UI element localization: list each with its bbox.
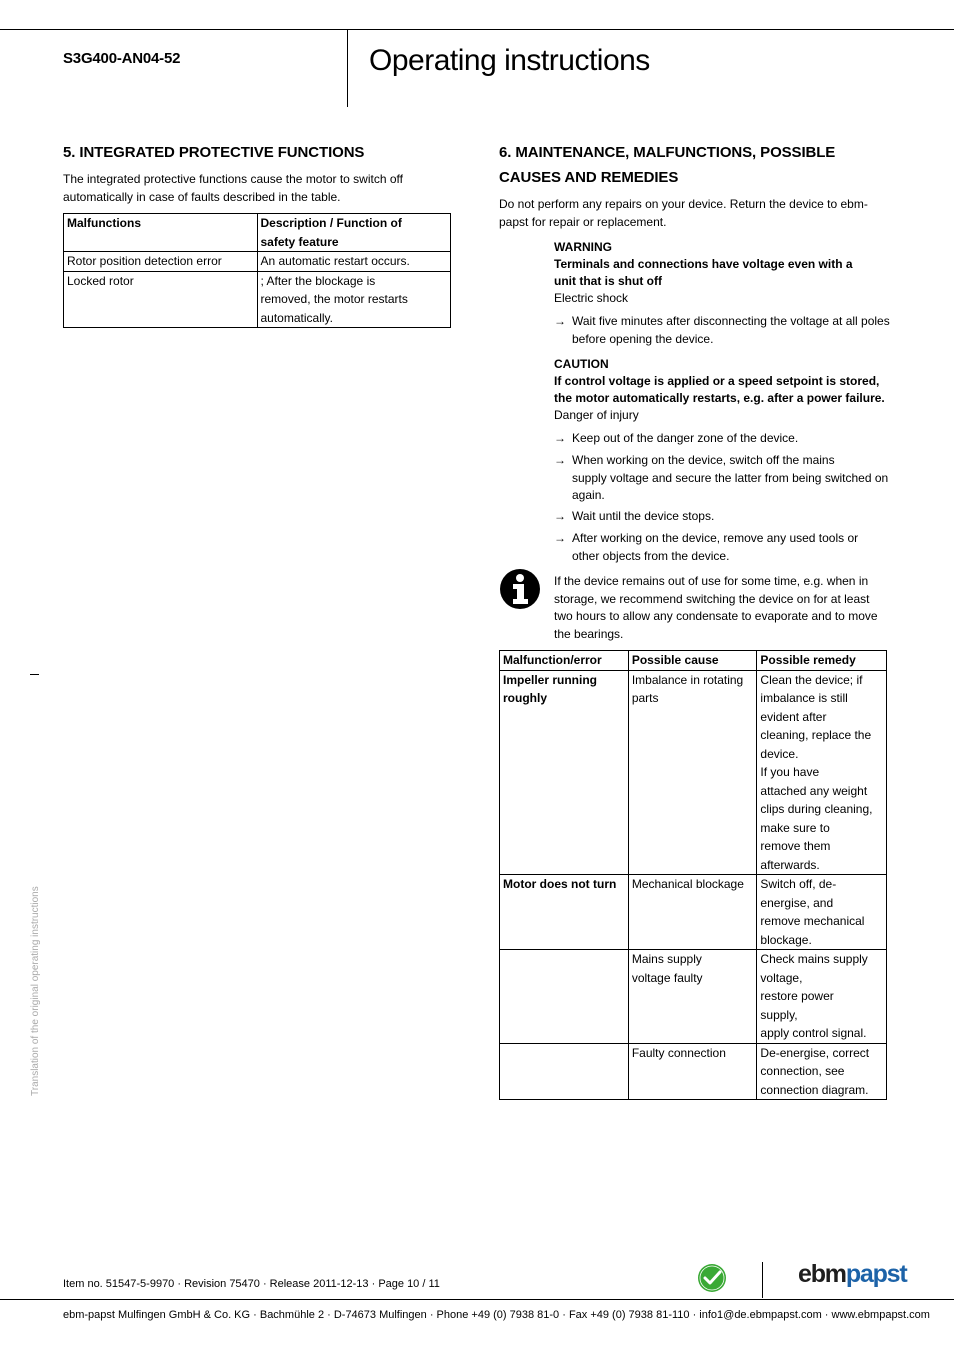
- heading-line: CAUSES AND REMEDIES: [499, 169, 679, 186]
- table-row: [64, 271, 451, 328]
- section6-heading: [499, 140, 835, 190]
- info-icon: [499, 568, 541, 610]
- cell-line: energise, and: [760, 895, 834, 910]
- cause-cell: [628, 670, 757, 875]
- header-line: Description / Function of: [260, 216, 402, 230]
- cause-cell: [628, 950, 757, 1044]
- action-line: Wait five minutes after disconnecting the voltage at all poles: [572, 314, 890, 328]
- caution-text: If control voltage is applied or a speed setpoint is stored,: [554, 374, 880, 388]
- cell-line: Imbalance in rotating: [631, 672, 744, 687]
- cell-line: remove mechanical: [760, 914, 865, 928]
- table-row: [500, 875, 887, 950]
- cell-line: make sure to: [760, 820, 830, 835]
- table-header-row: [64, 214, 451, 252]
- cell-line: supply,: [760, 1007, 798, 1022]
- caution-action: [554, 508, 714, 526]
- company-address: ebm-papst Mulfingen GmbH & Co. KG · Bachmühle 2 · D-74673 Mulfingen · Phone +49 (0) 7938 81-0 · Fax +49 (0) 7938 81-110 · info1@de.ebmpapst.com · www.ebmpapst.com: [63, 1309, 930, 1321]
- caution-block: [554, 356, 885, 424]
- cell-line: automatically.: [260, 310, 333, 325]
- cell-line: parts: [631, 691, 659, 705]
- cell-line: attached any weight: [760, 783, 868, 798]
- cell-line: cleaning, replace the: [760, 728, 872, 742]
- green-tech-logo-icon: [697, 1263, 727, 1293]
- malfunction-table: [499, 650, 887, 1100]
- footer-rule: [0, 1299, 954, 1300]
- cell-line: remove them: [760, 839, 831, 853]
- table-row: [500, 1043, 887, 1100]
- column-header-remedy: Possible remedy: [757, 651, 887, 671]
- action-line: supply voltage and secure the latter from being switched on: [572, 470, 889, 485]
- info-line: If the device remains out of use for some time, e.g. when in: [554, 574, 869, 588]
- arrow-icon: →: [554, 314, 566, 328]
- cell-line: voltage faulty: [631, 970, 703, 985]
- rotated-translation-note: Translation of the original operating instructions: [30, 886, 41, 1096]
- table-header-row: [500, 651, 887, 671]
- description-cell: An automatic restart occurs.: [257, 252, 451, 272]
- cell-line: blockage.: [760, 932, 812, 947]
- cell-line: imbalance is still: [760, 691, 848, 705]
- logo-divider: [762, 1262, 763, 1298]
- info-line: the bearings.: [554, 626, 624, 641]
- error-cell: Motor does not turn: [500, 875, 629, 950]
- action-line: again.: [572, 488, 605, 502]
- description-cell: [257, 271, 451, 328]
- header-line: safety feature: [260, 234, 339, 249]
- intro-line: papst for repair or replacement.: [499, 215, 667, 229]
- caution-action: [554, 430, 798, 448]
- caution-action: [554, 452, 888, 505]
- remedy-cell: [757, 875, 887, 950]
- table-row: [500, 950, 887, 1044]
- cell-line: evident after: [760, 709, 827, 724]
- caution-label: CAUTION: [554, 357, 609, 371]
- cause-cell: Faulty connection: [628, 1043, 757, 1100]
- cell-line: ; After the blockage is: [260, 273, 376, 288]
- logo-ebm: ebm: [798, 1260, 846, 1288]
- cell-line: roughly: [503, 691, 547, 705]
- warning-text: Terminals and connections have voltage even with a: [554, 257, 853, 271]
- warning-text: unit that is shut off: [554, 274, 662, 288]
- column-header-description: [257, 214, 451, 252]
- info-line: storage, we recommend switching the device on for at least: [554, 591, 870, 606]
- heading-line: 6. MAINTENANCE, MALFUNCTIONS, POSSIBLE: [499, 144, 836, 161]
- logo-papst: papst: [845, 1260, 907, 1288]
- action-line: before opening the device.: [572, 331, 714, 346]
- action-line: Keep out of the danger zone of the device.: [572, 431, 799, 445]
- fold-mark: [30, 674, 39, 675]
- action-line: other objects from the device.: [572, 548, 730, 563]
- cell-line: device.: [760, 746, 799, 761]
- cell-line: Check mains supply: [760, 952, 868, 966]
- action-line: After working on the device, remove any used tools or: [572, 531, 859, 545]
- cell-line: clips during cleaning,: [760, 802, 873, 816]
- info-line: two hours to allow any condensate to evaporate and to move: [554, 609, 878, 623]
- info-text: [554, 573, 878, 643]
- error-cell: [500, 950, 629, 1044]
- remedy-cell: [757, 670, 887, 875]
- column-header-cause: Possible cause: [628, 651, 757, 671]
- cell-line: Impeller running: [503, 672, 598, 687]
- malfunction-cell: Rotor position detection error: [64, 252, 258, 272]
- page-title: Operating instructions: [369, 44, 650, 77]
- ebmpapst-logo: [798, 1260, 907, 1289]
- arrow-icon: →: [554, 431, 566, 445]
- table-row: [500, 670, 887, 875]
- section6-intro: [499, 195, 868, 231]
- table-row: [64, 252, 451, 272]
- remedy-cell: [757, 1043, 887, 1100]
- section5-heading: 5. INTEGRATED PROTECTIVE FUNCTIONS: [63, 144, 365, 161]
- warning-action: [554, 313, 890, 348]
- caution-hazard: Danger of injury: [554, 408, 639, 422]
- cell-line: voltage,: [760, 970, 803, 985]
- cell-line: Switch off, de-: [760, 877, 837, 891]
- caution-text: the motor automatically restarts, e.g. after a power failure.: [554, 391, 885, 405]
- section5-intro-line: The integrated protective functions cause the motor to switch off: [63, 172, 403, 186]
- warning-label: WARNING: [554, 240, 612, 254]
- warning-block: [554, 239, 853, 307]
- cell-line: De-energise, correct: [760, 1045, 870, 1060]
- header-top-rule: [0, 29, 954, 30]
- cell-line: connection, see: [760, 1064, 845, 1078]
- malfunction-cell: Locked rotor: [64, 271, 258, 328]
- arrow-icon: →: [554, 453, 566, 467]
- remedy-cell: [757, 950, 887, 1044]
- cell-line: restore power: [760, 989, 834, 1003]
- error-cell: [500, 1043, 629, 1100]
- arrow-icon: →: [554, 509, 566, 523]
- section5-intro: [63, 170, 403, 206]
- column-header-malfunctions: Malfunctions: [64, 214, 258, 252]
- header-divider: [347, 29, 348, 107]
- caution-action: [554, 530, 858, 565]
- cell-line: If you have: [760, 765, 820, 779]
- warning-hazard: Electric shock: [554, 291, 629, 305]
- error-cell: [500, 670, 629, 875]
- cell-line: Clean the device; if: [760, 672, 863, 687]
- cell-line: connection diagram.: [760, 1082, 869, 1097]
- cell-line: afterwards.: [760, 857, 820, 872]
- cause-cell: Mechanical blockage: [628, 875, 757, 950]
- model-number: S3G400-AN04-52: [63, 50, 181, 67]
- action-line: When working on the device, switch off the mains: [572, 453, 835, 467]
- cell-line: apply control signal.: [760, 1026, 867, 1040]
- section5-intro-line: automatically in case of faults described in the table.: [63, 190, 341, 204]
- protective-functions-table: [63, 213, 451, 328]
- arrow-icon: →: [554, 531, 566, 545]
- item-info: Item no. 51547-5-9970 · Revision 75470 · Release 2011-12-13 · Page 10 / 11: [63, 1278, 440, 1290]
- column-header-error: Malfunction/error: [500, 651, 629, 671]
- cell-line: removed, the motor restarts: [260, 292, 408, 306]
- intro-line: Do not perform any repairs on your device. Return the device to ebm-: [499, 197, 868, 211]
- cell-line: Mains supply: [631, 952, 702, 966]
- action-line: Wait until the device stops.: [572, 509, 715, 523]
